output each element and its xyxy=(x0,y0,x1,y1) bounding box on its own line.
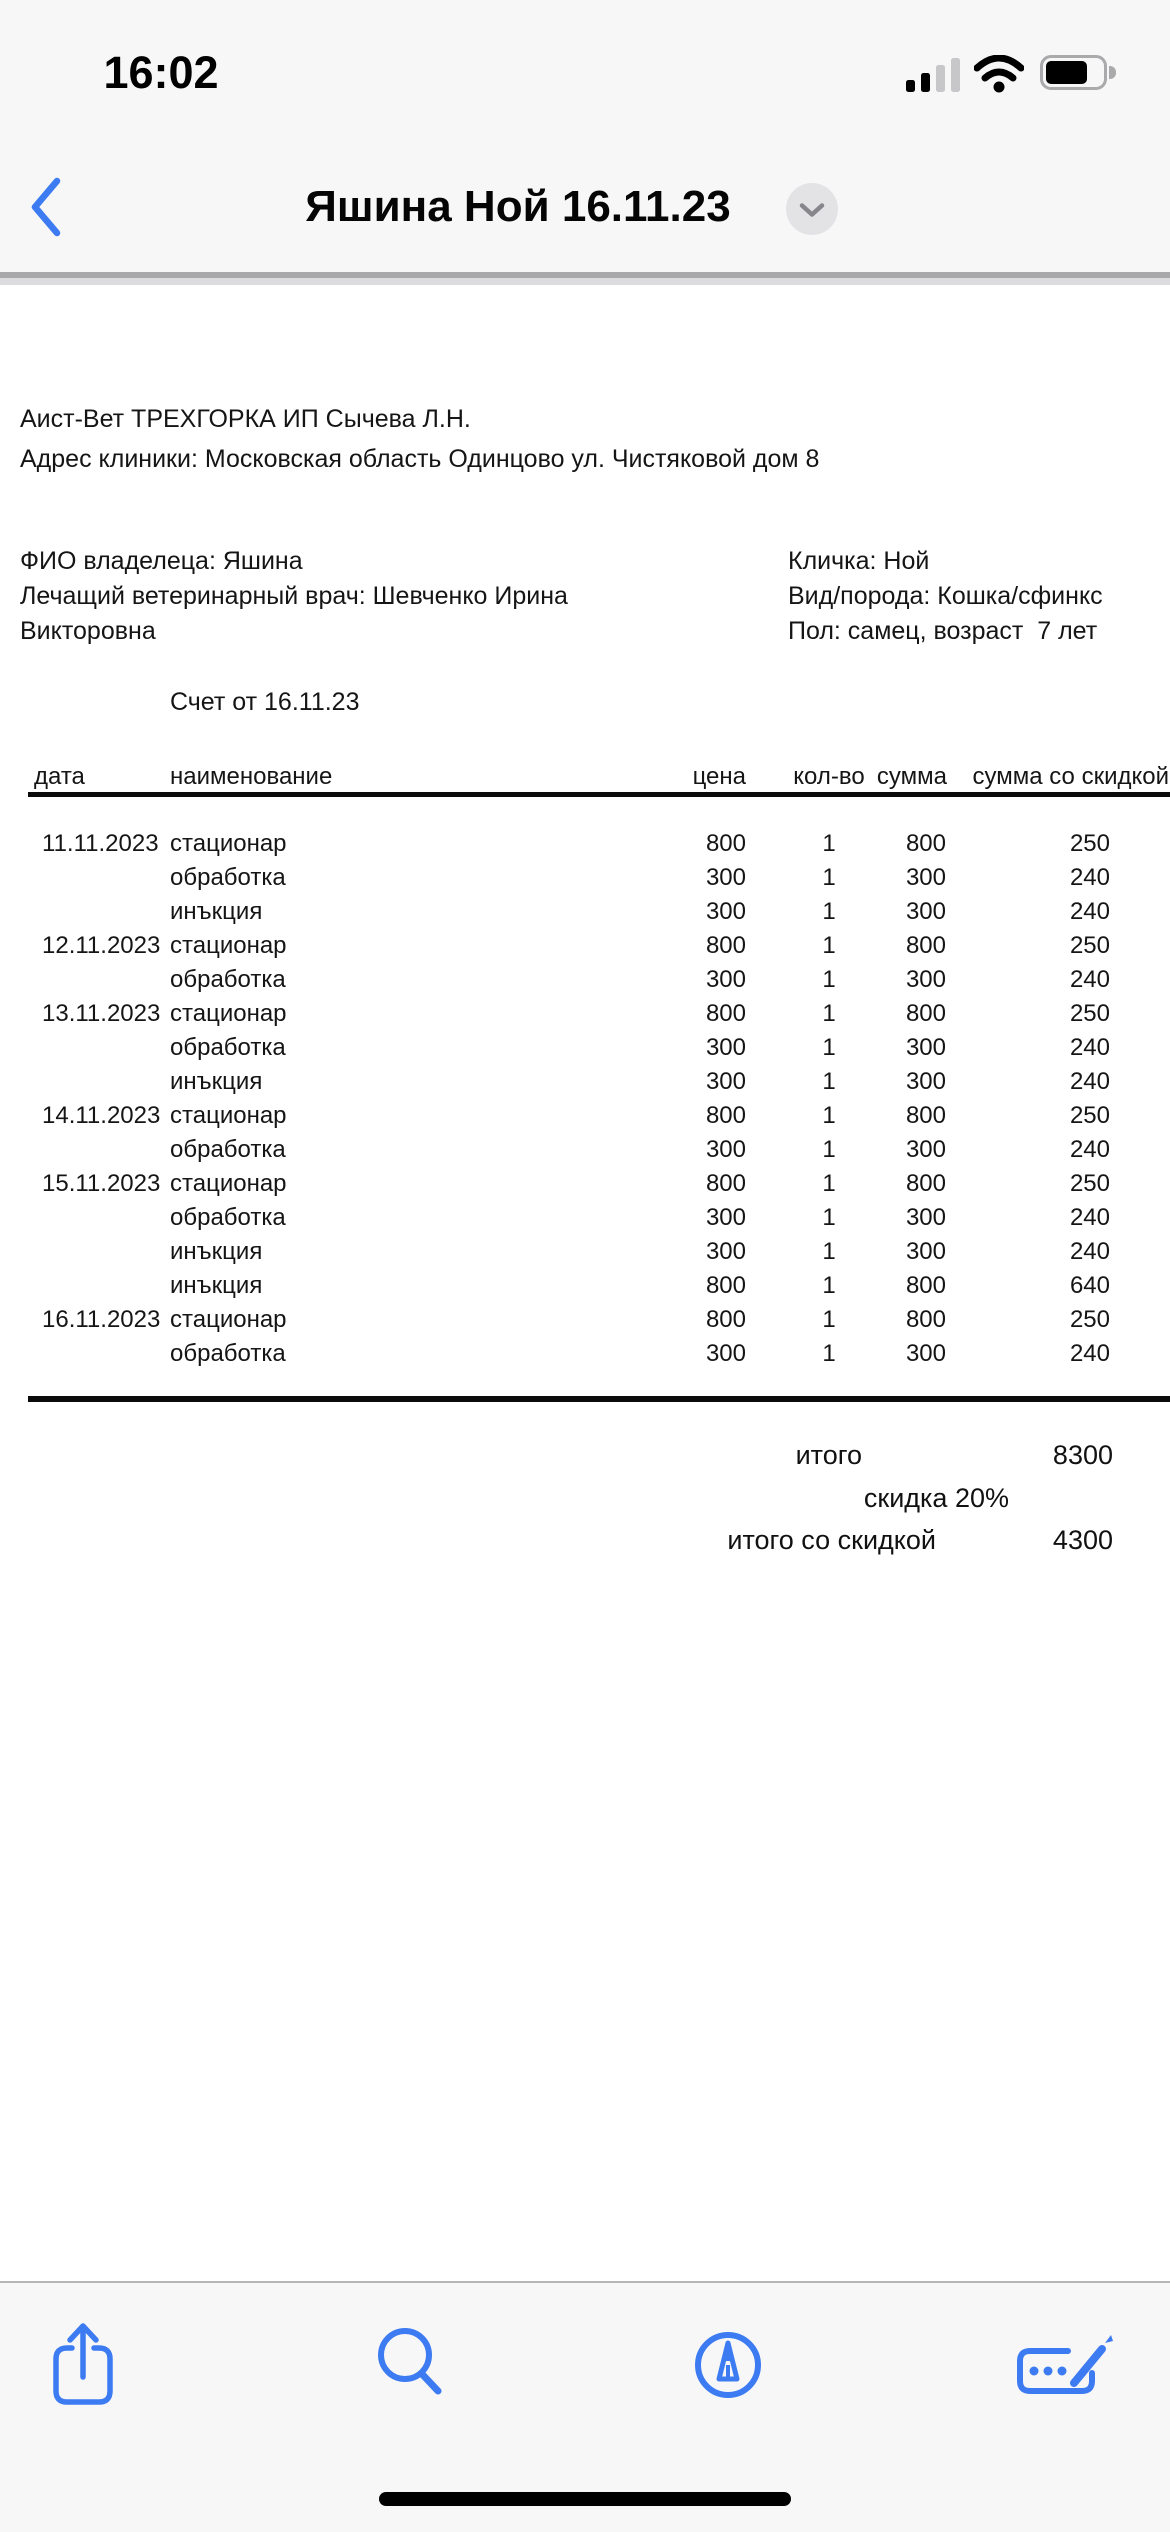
cell-name: стационар xyxy=(170,1000,287,1027)
cell-disc: 640 xyxy=(1069,1272,1110,1299)
table-row xyxy=(0,1272,1170,1306)
cell-qty: 1 xyxy=(822,1204,836,1231)
cell-price: 300 xyxy=(705,1068,746,1095)
table-row xyxy=(0,1306,1170,1340)
cell-name: инъкция xyxy=(170,1272,263,1299)
cell-name: обработка xyxy=(170,1204,286,1231)
total-label: итого xyxy=(795,1440,862,1470)
col-header-discount: сумма со скидкой xyxy=(972,763,1169,790)
total-discount-value: 4300 xyxy=(1052,1525,1113,1555)
cell-name: обработка xyxy=(170,1034,286,1061)
cell-name: стационар xyxy=(170,1102,287,1129)
table-row xyxy=(0,1204,1170,1238)
cell-date: 11.11.2023 xyxy=(42,830,159,857)
cell-qty: 1 xyxy=(822,932,836,959)
cell-qty: 1 xyxy=(822,1068,836,1095)
cell-name: стационар xyxy=(170,1170,287,1197)
cell-qty: 1 xyxy=(822,1238,836,1265)
cell-price: 800 xyxy=(705,932,746,959)
search-icon[interactable] xyxy=(376,2327,444,2397)
doctor-line1: Лечащий ветеринарный врач: Шевченко Ирина xyxy=(20,582,568,610)
cell-price: 800 xyxy=(705,1272,746,1299)
cell-disc: 250 xyxy=(1069,1170,1110,1197)
cell-price: 300 xyxy=(705,898,746,925)
cell-disc: 240 xyxy=(1069,1238,1110,1265)
table-row xyxy=(0,1238,1170,1272)
cell-sum: 300 xyxy=(905,1136,946,1163)
cell-date: 13.11.2023 xyxy=(42,1000,161,1027)
cell-qty: 1 xyxy=(822,1340,836,1367)
cell-price: 300 xyxy=(705,1136,746,1163)
table-header-rule xyxy=(28,792,1170,797)
table-row xyxy=(0,864,1170,898)
cell-sum: 300 xyxy=(905,864,946,891)
cell-disc: 250 xyxy=(1069,1306,1110,1333)
cell-disc: 250 xyxy=(1069,1000,1110,1027)
cell-date: 15.11.2023 xyxy=(42,1170,161,1197)
cell-price: 800 xyxy=(705,1306,746,1333)
cell-qty: 1 xyxy=(822,1306,836,1333)
cell-name: обработка xyxy=(170,966,286,993)
cell-price: 800 xyxy=(705,830,746,857)
cell-price: 800 xyxy=(705,1102,746,1129)
cell-sum: 800 xyxy=(905,1102,946,1129)
signature-icon[interactable] xyxy=(1012,2321,1118,2399)
invoice-rows xyxy=(0,830,1170,1374)
cell-date: 14.11.2023 xyxy=(42,1102,161,1129)
col-header-price: цена xyxy=(692,763,746,790)
cell-disc: 240 xyxy=(1069,1204,1110,1231)
top-chrome xyxy=(0,0,1170,272)
table-row xyxy=(0,966,1170,1000)
cell-sum: 800 xyxy=(905,1306,946,1333)
cell-name: стационар xyxy=(170,932,287,959)
cell-name: обработка xyxy=(170,864,286,891)
cell-date: 16.11.2023 xyxy=(42,1306,161,1333)
clinic-name: Аист-Вет ТРЕХГОРКА ИП Сычева Л.Н. xyxy=(20,405,471,433)
cell-sum: 300 xyxy=(905,898,946,925)
nav-divider-shadow xyxy=(0,278,1170,285)
clinic-address: Адрес клиники: Московская область Одинцово ул. Чистяковой дом 8 xyxy=(20,445,820,473)
cell-disc: 240 xyxy=(1069,1340,1110,1367)
pet-name: Кличка: Ной xyxy=(788,547,930,575)
cell-disc: 240 xyxy=(1069,864,1110,891)
cell-disc: 240 xyxy=(1069,1034,1110,1061)
invoice-title: Счет от 16.11.23 xyxy=(170,688,360,716)
cell-name: обработка xyxy=(170,1340,286,1367)
chevron-down-icon xyxy=(786,183,838,235)
discount-label: скидка 20% xyxy=(863,1483,1009,1513)
table-row xyxy=(0,898,1170,932)
cell-disc: 240 xyxy=(1069,966,1110,993)
cell-qty: 1 xyxy=(822,1034,836,1061)
cell-price: 800 xyxy=(705,1000,746,1027)
cell-date: 12.11.2023 xyxy=(42,932,161,959)
cell-qty: 1 xyxy=(822,1136,836,1163)
cell-sum: 300 xyxy=(905,1340,946,1367)
table-row xyxy=(0,1000,1170,1034)
table-row xyxy=(0,1068,1170,1102)
pet-sex: Пол: самец, возраст 7 лет xyxy=(788,617,1098,645)
cell-name: обработка xyxy=(170,1136,286,1163)
cell-disc: 250 xyxy=(1069,932,1110,959)
cell-sum: 800 xyxy=(905,830,946,857)
col-header-date: дата xyxy=(34,763,85,790)
table-row xyxy=(0,1136,1170,1170)
cellular-signal-icon xyxy=(906,58,960,92)
col-header-sum: сумма xyxy=(876,763,947,790)
total-discount-label: итого со скидкой xyxy=(727,1525,936,1555)
status-time: 16:02 xyxy=(103,47,219,98)
wifi-icon xyxy=(974,55,1024,93)
cell-disc: 250 xyxy=(1069,1102,1110,1129)
cell-name: инъкция xyxy=(170,1238,263,1265)
cell-qty: 1 xyxy=(822,830,836,857)
cell-price: 300 xyxy=(705,1238,746,1265)
table-row xyxy=(0,1340,1170,1374)
cell-sum: 800 xyxy=(905,1272,946,1299)
cell-name: инъкция xyxy=(170,898,263,925)
cell-sum: 300 xyxy=(905,1034,946,1061)
cell-disc: 240 xyxy=(1069,898,1110,925)
cell-price: 300 xyxy=(705,1340,746,1367)
cell-price: 300 xyxy=(705,1204,746,1231)
pet-breed: Вид/порода: Кошка/сфинкс xyxy=(788,582,1103,610)
page-title: Яшина Ной 16.11.23 xyxy=(305,182,731,231)
col-header-name: наименование xyxy=(170,763,333,790)
cell-price: 300 xyxy=(705,864,746,891)
cell-name: стационар xyxy=(170,1306,287,1333)
cell-sum: 800 xyxy=(905,1000,946,1027)
battery-icon xyxy=(1040,55,1116,90)
cell-price: 300 xyxy=(705,966,746,993)
cell-sum: 300 xyxy=(905,1238,946,1265)
cell-qty: 1 xyxy=(822,1000,836,1027)
title-disclosure-button[interactable] xyxy=(786,183,838,235)
cell-price: 300 xyxy=(705,1034,746,1061)
document-page[interactable] xyxy=(0,285,1170,2281)
table-row xyxy=(0,932,1170,966)
cell-qty: 1 xyxy=(822,966,836,993)
cell-sum: 300 xyxy=(905,1068,946,1095)
home-indicator[interactable] xyxy=(379,2492,791,2506)
cell-price: 800 xyxy=(705,1170,746,1197)
table-row xyxy=(0,1170,1170,1204)
cell-name: инъкция xyxy=(170,1068,263,1095)
col-header-qty: кол-во xyxy=(793,763,865,790)
table-row xyxy=(0,1034,1170,1068)
cell-qty: 1 xyxy=(822,864,836,891)
cell-sum: 800 xyxy=(905,1170,946,1197)
cell-sum: 300 xyxy=(905,1204,946,1231)
share-icon[interactable] xyxy=(51,2321,115,2407)
table-bottom-rule xyxy=(28,1396,1170,1402)
cell-qty: 1 xyxy=(822,1170,836,1197)
cell-sum: 800 xyxy=(905,932,946,959)
cell-qty: 1 xyxy=(822,898,836,925)
cell-sum: 300 xyxy=(905,966,946,993)
owner-name: ФИО владелеца: Яшина xyxy=(20,547,303,575)
cell-name: стационар xyxy=(170,830,287,857)
cell-qty: 1 xyxy=(822,1102,836,1129)
doctor-line2: Викторовна xyxy=(20,617,156,645)
cell-disc: 240 xyxy=(1069,1136,1110,1163)
total-value: 8300 xyxy=(1052,1440,1113,1470)
markup-icon[interactable] xyxy=(694,2331,762,2399)
cell-disc: 240 xyxy=(1069,1068,1110,1095)
table-row xyxy=(0,830,1170,864)
cell-qty: 1 xyxy=(822,1272,836,1299)
table-row xyxy=(0,1102,1170,1136)
cell-disc: 250 xyxy=(1069,830,1110,857)
